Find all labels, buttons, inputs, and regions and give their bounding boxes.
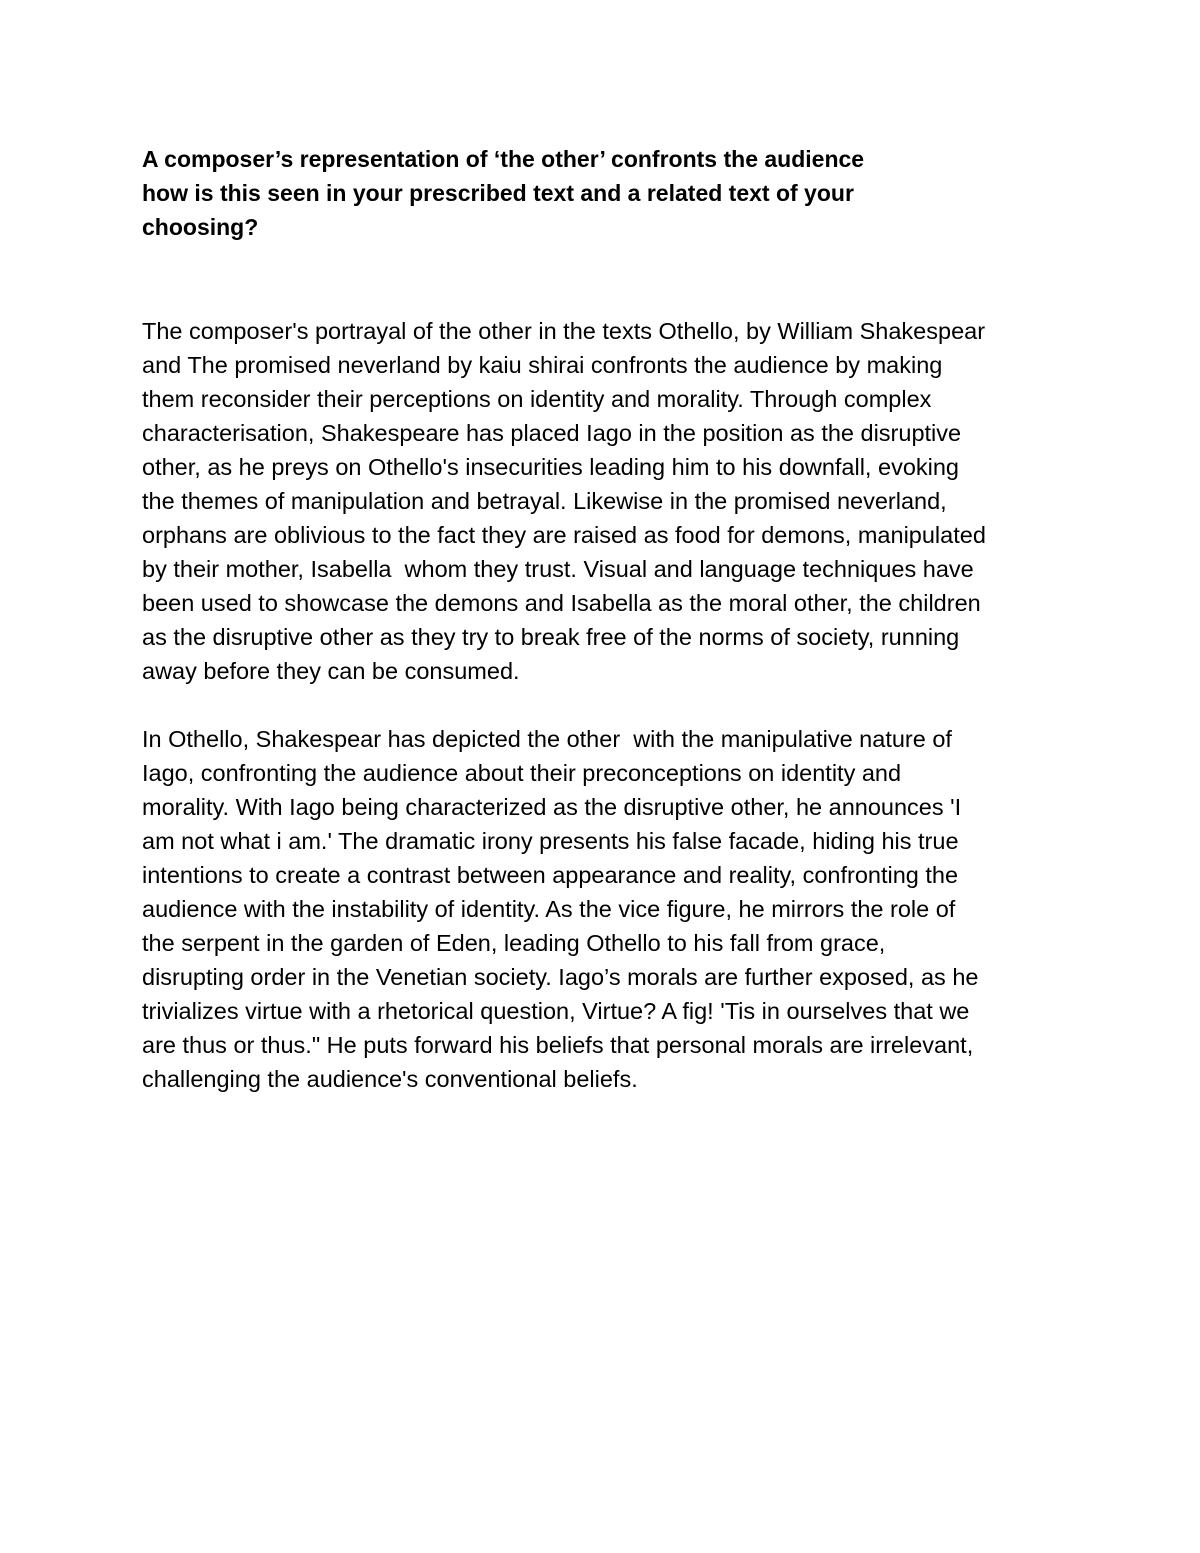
paragraph-line: by their mother, Isabella whom they trust. Visual and language techniques have — [142, 556, 974, 582]
paragraph-line: Iago, confronting the audience about their preconceptions on identity and — [142, 760, 902, 786]
paragraph-line: disrupting order in the Venetian society. Iago’s morals are further exposed, as he — [142, 964, 979, 990]
document-body — [142, 142, 1062, 1130]
paragraph-line: challenging the audience's conventional beliefs. — [142, 1066, 638, 1092]
paragraph-line: In Othello, Shakespear has depicted the other with the manipulative nature of — [142, 726, 952, 752]
heading-line: A composer’s representation of ‘the other’ confronts the audience — [142, 146, 865, 172]
paragraph-othello — [142, 722, 1062, 1096]
paragraph-line: orphans are oblivious to the fact they are raised as food for demons, manipulated — [142, 522, 986, 548]
paragraph-introduction — [142, 314, 1062, 688]
paragraph-line: morality. With Iago being characterized as the disruptive other, he announces 'I — [142, 794, 962, 820]
paragraph-line: been used to showcase the demons and Isabella as the moral other, the children — [142, 590, 981, 616]
paragraph-line: The composer's portrayal of the other in the texts Othello, by William Shakespear — [142, 318, 986, 344]
paragraph-line: as the disruptive other as they try to break free of the norms of society, running — [142, 624, 960, 650]
paragraph-line: intentions to create a contrast between appearance and reality, confronting the — [142, 862, 959, 888]
paragraph-line: them reconsider their perceptions on identity and morality. Through complex — [142, 386, 932, 412]
heading-line: how is this seen in your prescribed text and a related text of your — [142, 180, 854, 206]
paragraph-line: trivializes virtue with a rhetorical question, Virtue? A fig! 'Tis in ourselves that we — [142, 998, 970, 1024]
paragraph-line: away before they can be consumed. — [142, 658, 520, 684]
heading-line: choosing? — [142, 214, 259, 240]
paragraph-line: and The promised neverland by kaiu shirai confronts the audience by making — [142, 352, 943, 378]
paragraph-line: other, as he preys on Othello's insecurities leading him to his downfall, evoking — [142, 454, 959, 480]
paragraph-line: audience with the instability of identity. As the vice figure, he mirrors the role of — [142, 896, 956, 922]
paragraph-line: the serpent in the garden of Eden, leading Othello to his fall from grace, — [142, 930, 886, 956]
paragraph-line: are thus or thus." He puts forward his beliefs that personal morals are irrelevant, — [142, 1032, 974, 1058]
paragraph-line: am not what i am.' The dramatic irony presents his false facade, hiding his true — [142, 828, 959, 854]
paragraph-line: characterisation, Shakespeare has placed Iago in the position as the disruptive — [142, 420, 962, 446]
paragraph-line: the themes of manipulation and betrayal. Likewise in the promised neverland, — [142, 488, 947, 514]
essay-question-heading — [142, 142, 1062, 244]
